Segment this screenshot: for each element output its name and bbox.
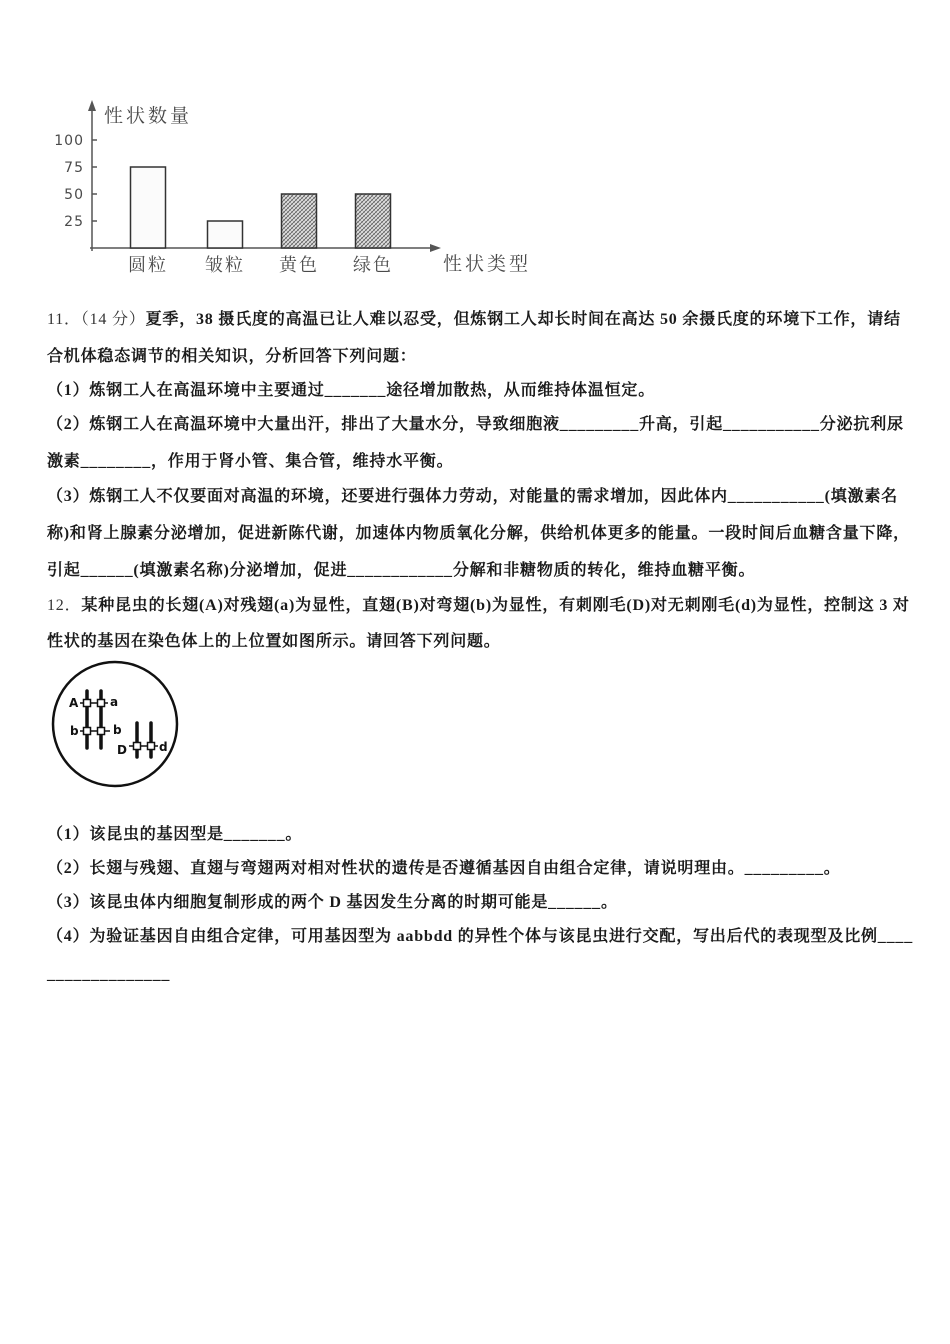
gene-locus (98, 700, 105, 707)
gene-locus (84, 700, 91, 707)
gene-label-d: d (159, 740, 168, 754)
q12-part-1: （1）该昆虫的基因型是_______。 (47, 826, 303, 843)
q12-part-4: （4）为验证基因自由组合定律，可用基因型为 aabbdd 的异性个体与该昆虫进行交配，写出后代的表现型及比例____ (47, 928, 913, 945)
chromosome-pair-1 (80, 691, 110, 748)
x-axis-arrow (430, 244, 441, 252)
y-axis-label: 性状数量 (104, 105, 193, 127)
y-tick-label: 25 (64, 214, 84, 230)
q12-line-1 (47, 596, 910, 616)
q11-part-2: （2）炼钢工人在高温环境中大量出汗，排出了大量水分，导致细胞液_________升高，引起___________分泌抗利尿 (47, 416, 904, 433)
x-axis-label: 性状类型 (443, 253, 532, 275)
q11-line-2: 合机体稳态调节的相关知识，分析回答下列问题： (47, 348, 417, 365)
q11-number: 11．（14 分） (47, 311, 146, 328)
q12-part-2: （2）长翅与残翅、直翅与弯翅两对相对性状的遗传是否遵循基因自由组合定律，请说明理由。_________。 (47, 860, 841, 877)
gene-locus (84, 728, 91, 735)
y-tick-label: 100 (54, 133, 84, 149)
q11-part-2-cont: 激素________，作用于肾小管、集合管，维持水平衡。 (47, 453, 454, 470)
chromosome-figure (0, 650, 200, 800)
q12-stem-text: 某种昆虫的长翅(A)对残翅(a)为显性，直翅(B)对弯翅(b)为显性，有刺刚毛(D)对无刺刚毛(d)为显性，控制这 3 对 (81, 597, 910, 614)
q12-line-2: 性状的基因在染色体上的上位置如图所示。请回答下列问题。 (47, 633, 501, 650)
category-labels (128, 255, 393, 276)
gene-label-a: a (110, 695, 119, 709)
gene-locus (134, 743, 141, 750)
category-label: 绿色 (353, 255, 393, 276)
q12-number: 12． (47, 597, 82, 614)
q11-part-3: （3）炼钢工人不仅要面对高温的环境，还要进行强体力劳动，对能量的需求增加，因此体内___________(填激素名 (47, 488, 898, 505)
gene-label-A: A (69, 696, 79, 710)
q11-part-3-cont-2: 引起______(填激素名称)分泌增加，促进____________分解和非糖物质的转化，维持血糖平衡。 (47, 562, 756, 579)
chromosome-pair-2 (129, 723, 158, 757)
gene-label-b-right: b (113, 723, 122, 737)
gene-label-b-left: b (70, 724, 79, 738)
bars (131, 167, 391, 248)
q11-part-3-cont: 称)和肾上腺素分泌增加，促进新陈代谢，加速体内物质氧化分解，供给机体更多的能量。一段时间后血糖含量下降， (47, 525, 910, 542)
trait-bar-chart (0, 0, 560, 290)
category-label: 皱粒 (205, 255, 245, 276)
q11-line-1 (47, 310, 901, 330)
gene-label-D: D (117, 743, 127, 757)
gene-locus (98, 728, 105, 735)
y-tick-label: 50 (64, 187, 84, 203)
y-ticks (54, 133, 97, 230)
q12-part-3: （3）该昆虫体内细胞复制形成的两个 D 基因发生分离的时期可能是______。 (47, 894, 618, 911)
q12-part-4-blank: ______________ (47, 966, 171, 983)
q11-stem-text: 夏季，38 摄氏度的高温已让人难以忍受，但炼钢工人却长时间在高达 50 余摄氏度的环境下工作，请结 (145, 311, 901, 328)
bar-wrinkled-seed (208, 221, 243, 248)
q11-part-1: （1）炼钢工人在高温环境中主要通过_______途径增加散热，从而维持体温恒定。 (47, 382, 656, 399)
y-tick-label: 75 (64, 160, 84, 176)
y-axis-arrow (88, 100, 96, 111)
category-label: 圆粒 (128, 255, 168, 276)
category-label: 黄色 (279, 255, 319, 276)
bar-yellow (282, 194, 317, 248)
bar-round-seed (131, 167, 166, 248)
gene-locus (148, 743, 155, 750)
bar-green (356, 194, 391, 248)
